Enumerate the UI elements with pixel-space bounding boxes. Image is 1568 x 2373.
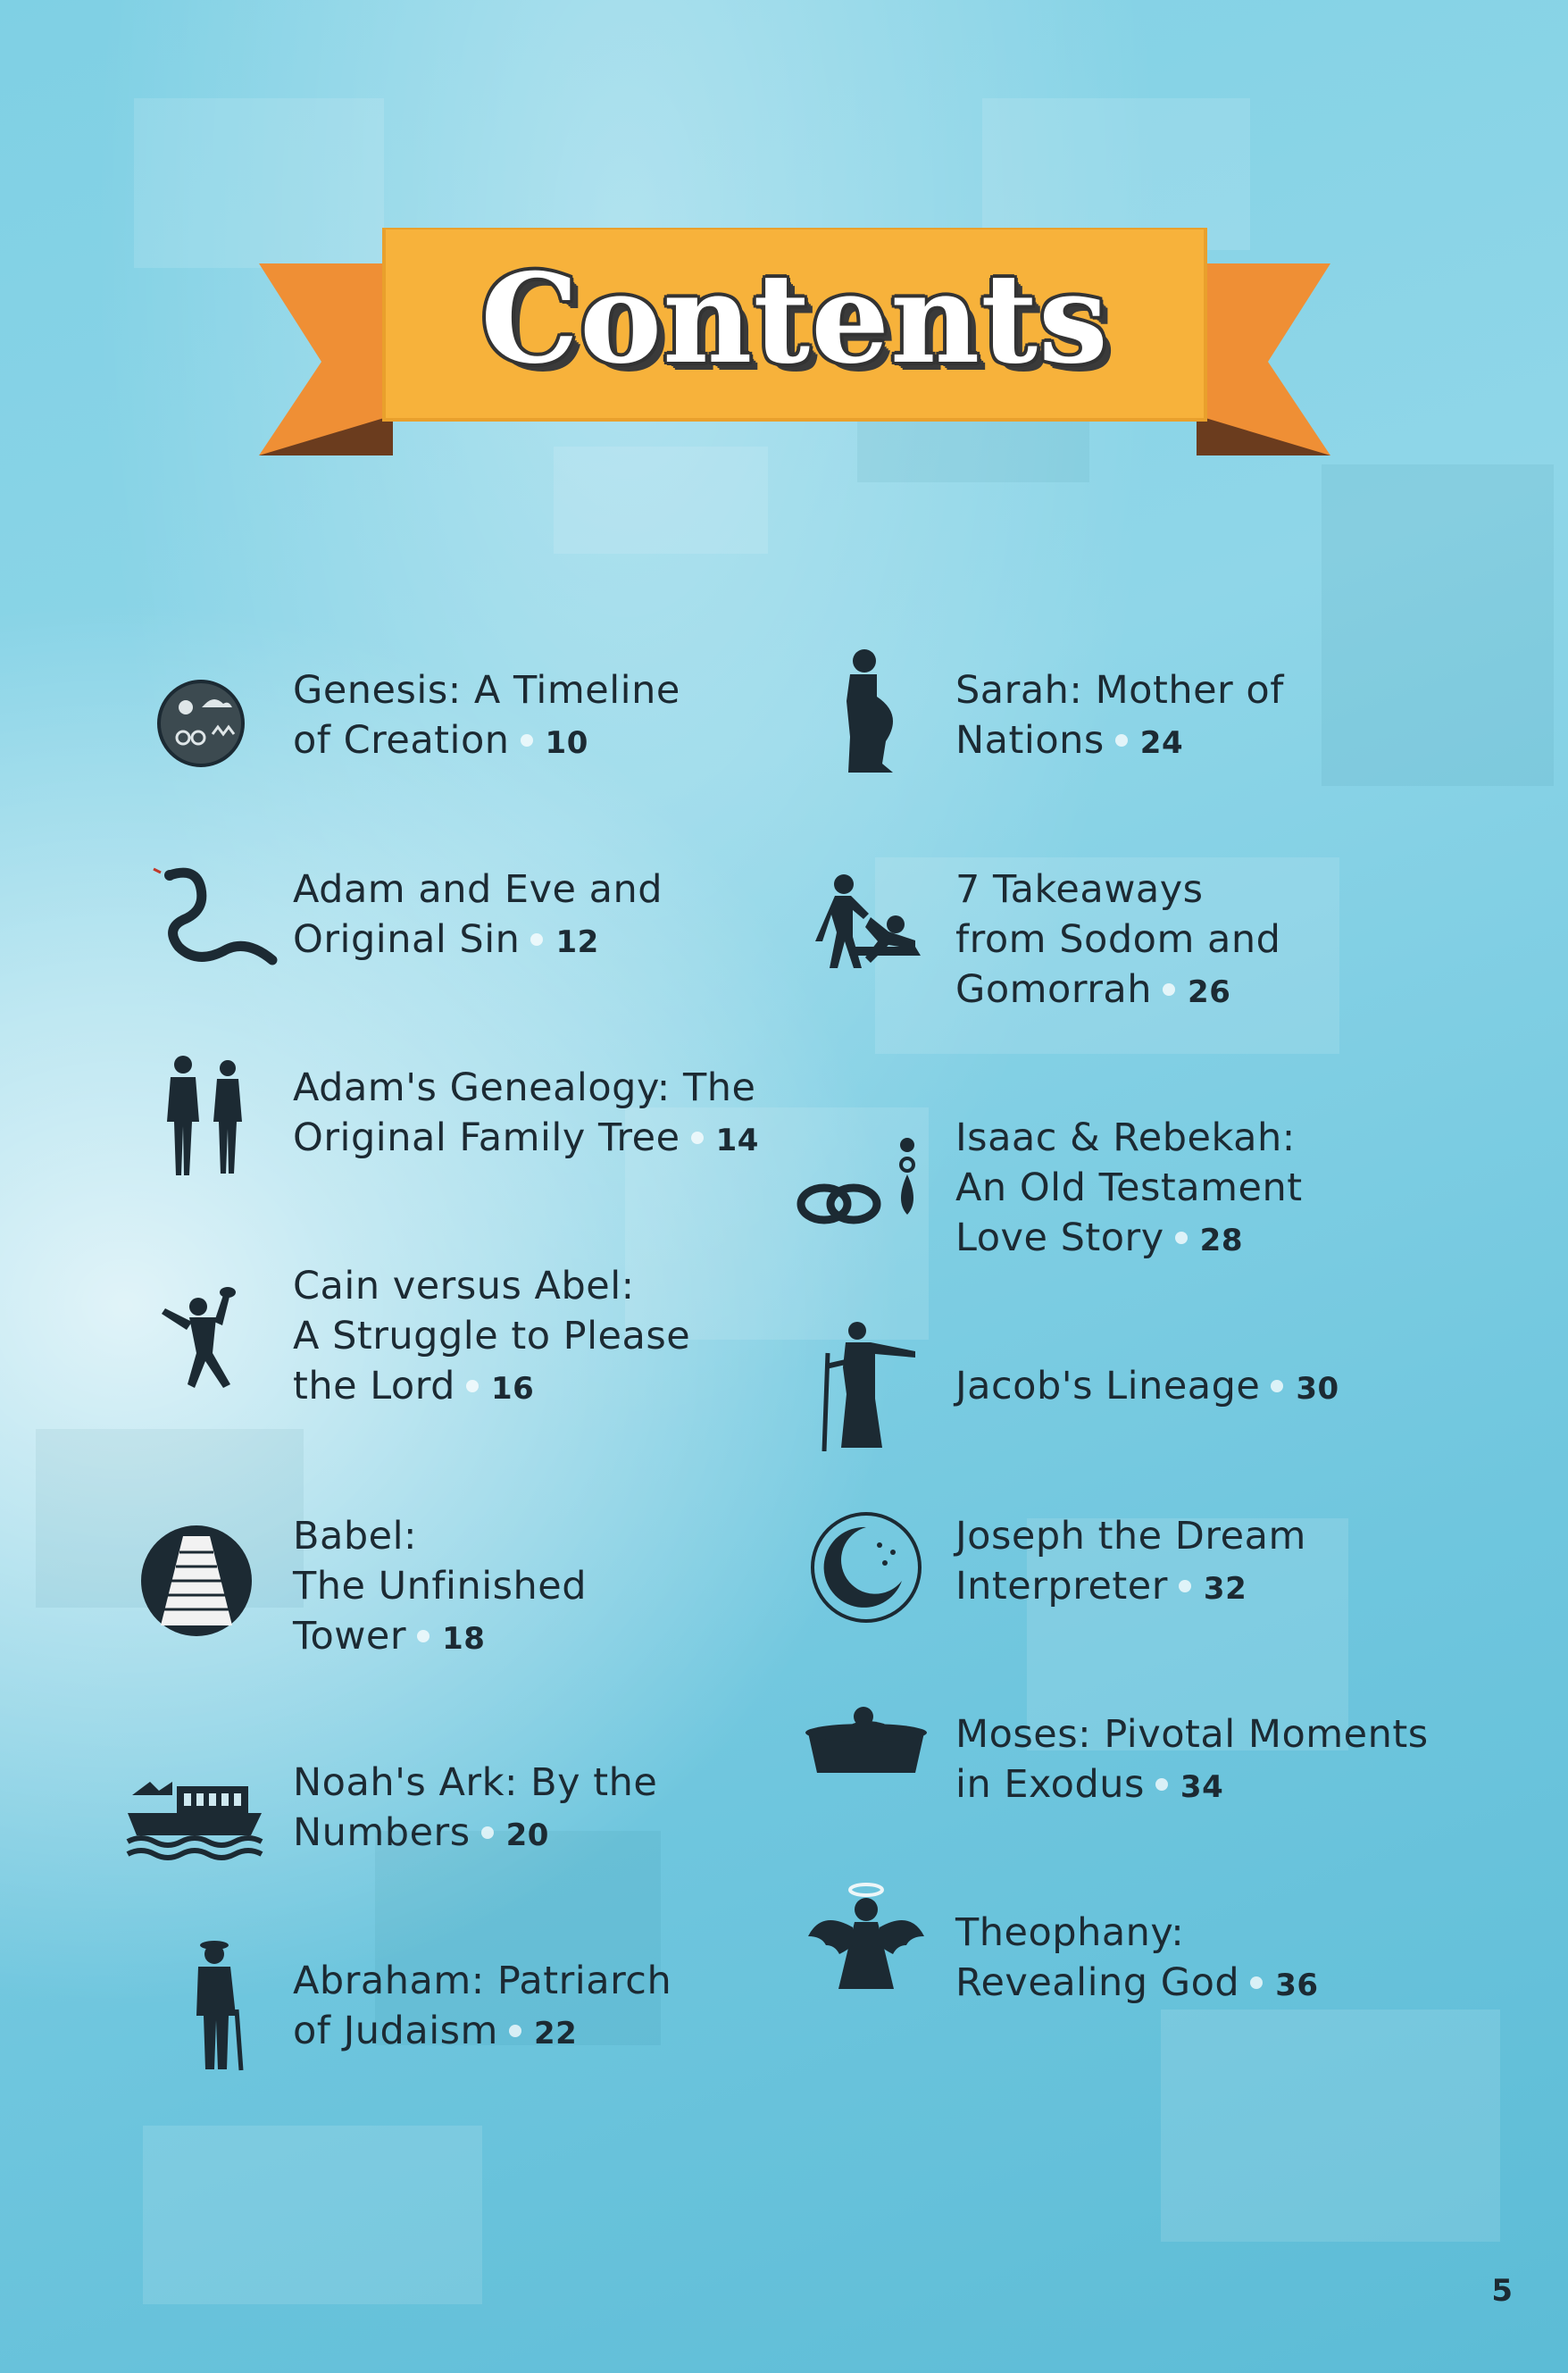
toc-line: Abraham: Patriarch bbox=[293, 1959, 672, 2003]
serpent-icon bbox=[152, 853, 286, 987]
page-number: 32 bbox=[1203, 1571, 1247, 1607]
page-number: 34 bbox=[1180, 1769, 1224, 1805]
staff-pointing-man-icon bbox=[817, 1317, 951, 1451]
toc-line: Isaac & Rebekah: bbox=[955, 1115, 1296, 1160]
separator-dot bbox=[466, 1380, 479, 1392]
page-number: 36 bbox=[1275, 1968, 1319, 2003]
separator-dot bbox=[1163, 983, 1175, 996]
toc-line: Genesis: A Timeline bbox=[293, 668, 680, 713]
contents-banner bbox=[259, 228, 1330, 455]
separator-dot bbox=[1115, 734, 1128, 747]
toc-line: Babel: bbox=[293, 1514, 418, 1558]
separator-dot bbox=[1179, 1580, 1191, 1592]
page-number: 24 bbox=[1139, 725, 1184, 761]
page-number: 20 bbox=[505, 1817, 549, 1853]
separator-dot bbox=[481, 1826, 494, 1839]
page-number: 14 bbox=[715, 1123, 759, 1158]
separator-dot bbox=[530, 933, 543, 946]
page-number: 26 bbox=[1188, 974, 1231, 1010]
toc-line: An Old Testament bbox=[955, 1166, 1303, 1210]
toc-line: of Creation bbox=[293, 718, 510, 763]
toc-line: Adam's Genealogy: The bbox=[293, 1065, 756, 1110]
separator-dot bbox=[1175, 1232, 1188, 1244]
toc-line: Revealing God bbox=[955, 1960, 1240, 2005]
angel-icon bbox=[799, 1876, 933, 2010]
separator-dot bbox=[1250, 1976, 1263, 1989]
toc-line: Tower bbox=[293, 1614, 407, 1659]
separator-dot bbox=[1271, 1380, 1283, 1392]
page-number: 18 bbox=[442, 1621, 486, 1657]
separator-dot bbox=[509, 2025, 521, 2037]
crescent-moon-icon bbox=[799, 1500, 933, 1634]
page-number-footer: 5 bbox=[1491, 2273, 1513, 2309]
separator-dot bbox=[691, 1132, 704, 1144]
toc-line: Adam and Eve and bbox=[293, 867, 663, 912]
toc-line: Jacob's Lineage bbox=[955, 1364, 1261, 1408]
page-number: 30 bbox=[1296, 1371, 1339, 1407]
rings-earring-icon bbox=[793, 1125, 927, 1259]
toc-line: Noah's Ark: By the bbox=[293, 1760, 658, 1805]
toc-line: Sarah: Mother of bbox=[955, 668, 1284, 713]
pregnant-woman-icon bbox=[804, 643, 938, 777]
toc-line: Theophany: bbox=[955, 1910, 1185, 1955]
page-number: 10 bbox=[545, 725, 588, 761]
adam-eve-icon bbox=[138, 1045, 272, 1179]
toc-line: Gomorrah bbox=[955, 967, 1153, 1012]
toc-line: 7 Takeaways bbox=[955, 867, 1204, 912]
old-man-cane-icon bbox=[152, 1938, 286, 2072]
rescue-figures-icon bbox=[799, 862, 933, 996]
toc-line: Original Family Tree bbox=[293, 1115, 680, 1160]
toc-line: The Unfinished bbox=[293, 1564, 588, 1608]
toc-line: Joseph the Dream bbox=[955, 1514, 1306, 1558]
toc-line: Love Story bbox=[955, 1216, 1164, 1260]
globe-creation-icon bbox=[134, 652, 268, 786]
cain-striking-icon bbox=[143, 1273, 277, 1407]
toc-line: from Sodom and bbox=[955, 917, 1281, 962]
ark-icon bbox=[123, 1742, 266, 1876]
page-number: 22 bbox=[533, 2016, 578, 2051]
toc-line: A Struggle to Please bbox=[293, 1314, 691, 1358]
separator-dot bbox=[1155, 1778, 1168, 1791]
toc-line: in Exodus bbox=[955, 1762, 1145, 1807]
toc-line: the Lord bbox=[293, 1364, 455, 1408]
toc-line: Nations bbox=[955, 718, 1105, 763]
separator-dot bbox=[417, 1630, 430, 1642]
toc-line: Cain versus Abel: bbox=[293, 1264, 635, 1308]
page-number: 12 bbox=[555, 924, 599, 960]
tower-of-babel-icon bbox=[129, 1509, 263, 1643]
page-title: Contents bbox=[480, 246, 1109, 391]
toc-line: of Judaism bbox=[293, 2009, 498, 2053]
toc-line: Moses: Pivotal Moments bbox=[955, 1712, 1429, 1757]
baby-basket-icon bbox=[799, 1679, 933, 1813]
toc-line: Original Sin bbox=[293, 917, 521, 962]
toc-line: Interpreter bbox=[955, 1564, 1168, 1608]
toc-line: Numbers bbox=[293, 1810, 471, 1855]
separator-dot bbox=[521, 734, 533, 747]
page-number: 28 bbox=[1199, 1223, 1243, 1258]
page-number: 16 bbox=[490, 1371, 535, 1407]
